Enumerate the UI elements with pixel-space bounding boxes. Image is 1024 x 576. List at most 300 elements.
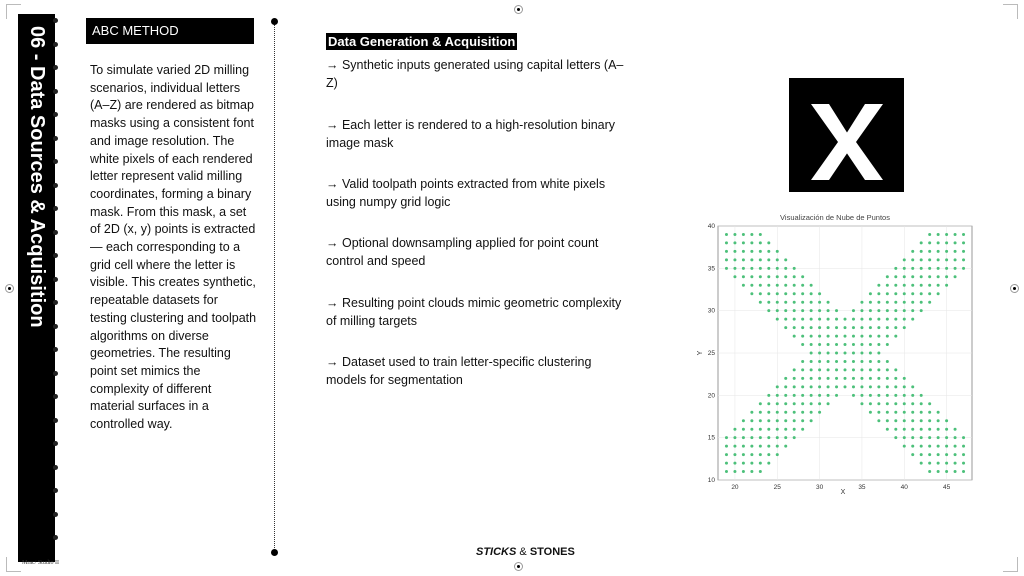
data-point xyxy=(894,326,897,329)
data-point xyxy=(911,301,914,304)
bullet-item: → Valid toolpath points extracted from white pixels using numpy grid logic xyxy=(326,177,606,209)
data-point xyxy=(818,377,821,380)
binding-dot xyxy=(53,324,58,329)
data-point xyxy=(903,292,906,295)
data-point xyxy=(869,318,872,321)
data-point xyxy=(869,352,872,355)
data-point xyxy=(844,318,847,321)
binding-dot xyxy=(53,277,58,282)
data-point xyxy=(776,309,779,312)
data-point xyxy=(903,275,906,278)
data-point xyxy=(767,275,770,278)
data-point xyxy=(810,411,813,414)
data-point xyxy=(818,411,821,414)
data-point xyxy=(733,453,736,456)
data-point xyxy=(767,462,770,465)
data-point xyxy=(869,368,872,371)
data-point xyxy=(801,419,804,422)
data-point xyxy=(937,445,940,448)
data-point xyxy=(928,419,931,422)
data-point xyxy=(928,453,931,456)
data-point xyxy=(835,318,838,321)
data-point xyxy=(801,360,804,363)
data-point xyxy=(818,292,821,295)
data-point xyxy=(937,258,940,261)
data-point xyxy=(877,335,880,338)
binding-dot xyxy=(53,535,58,540)
chart-title: Visualización de Nube de Puntos xyxy=(780,213,890,222)
data-point xyxy=(937,411,940,414)
data-point xyxy=(886,368,889,371)
data-point xyxy=(937,267,940,270)
data-point xyxy=(894,335,897,338)
data-point xyxy=(844,360,847,363)
data-point xyxy=(818,318,821,321)
data-point xyxy=(844,343,847,346)
data-point xyxy=(911,250,914,253)
data-point xyxy=(759,462,762,465)
data-point xyxy=(852,368,855,371)
data-point xyxy=(725,250,728,253)
data-point xyxy=(954,250,957,253)
data-point xyxy=(733,267,736,270)
data-point xyxy=(725,233,728,236)
data-point xyxy=(733,436,736,439)
data-point xyxy=(818,335,821,338)
binding-dot xyxy=(53,136,58,141)
data-point xyxy=(801,368,804,371)
data-point xyxy=(886,335,889,338)
data-point xyxy=(827,360,830,363)
chart-y-label: Y xyxy=(697,350,704,356)
data-point xyxy=(886,275,889,278)
data-point xyxy=(844,377,847,380)
data-point xyxy=(911,385,914,388)
x-tick-label: 45 xyxy=(942,484,951,491)
data-point xyxy=(945,275,948,278)
data-point xyxy=(937,275,940,278)
data-point xyxy=(784,318,787,321)
data-point xyxy=(784,428,787,431)
data-point xyxy=(886,428,889,431)
data-point xyxy=(742,428,745,431)
data-point xyxy=(793,267,796,270)
registration-mark-top xyxy=(514,5,523,14)
data-point xyxy=(945,233,948,236)
data-point xyxy=(945,470,948,473)
data-point xyxy=(962,258,965,261)
data-point xyxy=(860,318,863,321)
data-point xyxy=(784,385,787,388)
data-point xyxy=(945,419,948,422)
data-point xyxy=(801,428,804,431)
data-point xyxy=(810,394,813,397)
data-point xyxy=(894,368,897,371)
data-point xyxy=(894,411,897,414)
data-point xyxy=(945,453,948,456)
data-point xyxy=(793,394,796,397)
data-point xyxy=(852,352,855,355)
bullet-item: → Dataset used to train letter-specific clustering models for segmentation xyxy=(326,355,592,387)
data-point xyxy=(733,462,736,465)
data-point xyxy=(886,402,889,405)
data-point xyxy=(903,309,906,312)
binding-dot xyxy=(53,183,58,188)
data-point xyxy=(962,241,965,244)
data-point xyxy=(767,411,770,414)
data-point xyxy=(750,462,753,465)
data-point xyxy=(767,428,770,431)
spiral-binding xyxy=(53,18,59,558)
data-point xyxy=(801,275,804,278)
data-point xyxy=(801,394,804,397)
data-point xyxy=(894,377,897,380)
data-point xyxy=(733,275,736,278)
data-point xyxy=(793,411,796,414)
data-point xyxy=(894,402,897,405)
data-point xyxy=(877,301,880,304)
data-point xyxy=(911,436,914,439)
data-point xyxy=(911,275,914,278)
binding-dot xyxy=(53,89,58,94)
data-point xyxy=(767,402,770,405)
data-point xyxy=(886,309,889,312)
data-point xyxy=(920,411,923,414)
data-point xyxy=(903,436,906,439)
data-point xyxy=(954,428,957,431)
data-point xyxy=(733,445,736,448)
data-point xyxy=(784,267,787,270)
data-point xyxy=(818,402,821,405)
data-point xyxy=(767,284,770,287)
data-point xyxy=(750,241,753,244)
data-point xyxy=(801,411,804,414)
section-heading: Data Generation & Acquisition xyxy=(328,34,516,49)
data-point xyxy=(742,233,745,236)
data-point xyxy=(776,301,779,304)
data-point xyxy=(750,284,753,287)
data-point xyxy=(928,233,931,236)
data-point xyxy=(835,385,838,388)
data-point xyxy=(827,343,830,346)
data-point xyxy=(827,335,830,338)
data-point xyxy=(793,284,796,287)
data-point xyxy=(844,385,847,388)
data-point xyxy=(954,267,957,270)
data-point xyxy=(928,267,931,270)
binding-dot xyxy=(53,512,58,517)
data-point xyxy=(945,258,948,261)
binding-dot xyxy=(53,441,58,446)
data-point xyxy=(920,292,923,295)
data-point xyxy=(784,301,787,304)
data-point xyxy=(954,470,957,473)
data-point xyxy=(750,445,753,448)
data-point xyxy=(767,419,770,422)
data-point xyxy=(860,309,863,312)
binding-dot xyxy=(53,465,58,470)
data-point xyxy=(827,318,830,321)
data-point xyxy=(937,462,940,465)
binding-dot xyxy=(53,300,58,305)
data-point xyxy=(860,368,863,371)
data-point xyxy=(877,402,880,405)
data-point xyxy=(793,385,796,388)
binding-dot xyxy=(53,347,58,352)
data-point xyxy=(860,301,863,304)
bullet-item: → Each letter is rendered to a high-resolution binary image mask xyxy=(326,118,616,150)
data-point xyxy=(767,241,770,244)
data-point xyxy=(903,267,906,270)
data-point xyxy=(937,470,940,473)
data-point xyxy=(954,258,957,261)
data-point xyxy=(750,267,753,270)
data-point xyxy=(920,275,923,278)
data-point xyxy=(920,419,923,422)
data-point xyxy=(835,326,838,329)
data-point xyxy=(767,309,770,312)
data-point xyxy=(767,301,770,304)
data-point xyxy=(742,258,745,261)
data-point xyxy=(784,326,787,329)
data-point xyxy=(911,292,914,295)
data-point xyxy=(962,445,965,448)
data-point xyxy=(937,436,940,439)
data-point xyxy=(776,411,779,414)
binding-dot xyxy=(53,488,58,493)
data-point xyxy=(920,241,923,244)
data-point xyxy=(860,394,863,397)
data-point xyxy=(793,368,796,371)
data-point xyxy=(759,411,762,414)
data-point xyxy=(869,343,872,346)
data-point xyxy=(945,445,948,448)
data-point xyxy=(920,284,923,287)
data-point xyxy=(928,445,931,448)
data-point xyxy=(818,368,821,371)
y-tick-label: 30 xyxy=(707,307,715,315)
data-point xyxy=(835,377,838,380)
data-point xyxy=(759,419,762,422)
data-point xyxy=(903,284,906,287)
data-point xyxy=(776,394,779,397)
data-point xyxy=(759,428,762,431)
footer-studio-label: Mrac/ Studio II xyxy=(22,560,59,566)
data-point xyxy=(903,411,906,414)
data-point xyxy=(759,402,762,405)
data-point xyxy=(844,352,847,355)
data-point xyxy=(810,301,813,304)
data-point xyxy=(733,233,736,236)
data-point xyxy=(852,326,855,329)
data-point xyxy=(954,436,957,439)
data-point xyxy=(852,343,855,346)
data-point xyxy=(810,292,813,295)
data-point xyxy=(784,377,787,380)
point-cloud-chart xyxy=(690,210,980,500)
data-point xyxy=(928,301,931,304)
binding-dot xyxy=(53,371,58,376)
data-point xyxy=(937,428,940,431)
data-point xyxy=(954,453,957,456)
data-point xyxy=(945,428,948,431)
registration-mark-left xyxy=(5,284,14,293)
data-point xyxy=(886,343,889,346)
data-point xyxy=(869,326,872,329)
data-point xyxy=(903,419,906,422)
data-point xyxy=(810,309,813,312)
data-point xyxy=(801,335,804,338)
data-point xyxy=(920,428,923,431)
data-point xyxy=(894,267,897,270)
data-point xyxy=(860,326,863,329)
data-point xyxy=(767,436,770,439)
data-point xyxy=(810,368,813,371)
data-point xyxy=(954,241,957,244)
data-point xyxy=(733,241,736,244)
data-point xyxy=(801,318,804,321)
data-point xyxy=(784,436,787,439)
data-point xyxy=(920,462,923,465)
data-point xyxy=(742,445,745,448)
data-point xyxy=(903,445,906,448)
data-point xyxy=(886,419,889,422)
data-point xyxy=(869,394,872,397)
registration-mark-right xyxy=(1010,284,1019,293)
data-point xyxy=(877,326,880,329)
data-point xyxy=(793,318,796,321)
data-point xyxy=(742,436,745,439)
data-point xyxy=(852,360,855,363)
data-point xyxy=(784,394,787,397)
data-point xyxy=(937,419,940,422)
data-point xyxy=(945,436,948,439)
data-point xyxy=(835,343,838,346)
data-point xyxy=(827,301,830,304)
data-point xyxy=(877,385,880,388)
data-point xyxy=(860,343,863,346)
data-point xyxy=(869,292,872,295)
data-point xyxy=(962,233,965,236)
data-point xyxy=(742,419,745,422)
letter-mask-image xyxy=(789,78,904,192)
data-point xyxy=(750,258,753,261)
y-tick-label: 20 xyxy=(707,392,715,400)
data-point xyxy=(844,326,847,329)
data-point xyxy=(776,284,779,287)
data-point xyxy=(767,445,770,448)
data-point xyxy=(776,275,779,278)
data-point xyxy=(911,428,914,431)
data-point xyxy=(742,275,745,278)
data-point xyxy=(767,292,770,295)
binding-dot xyxy=(53,65,58,70)
corner-mark-bottom-right xyxy=(1003,557,1018,572)
data-point xyxy=(962,470,965,473)
data-point xyxy=(776,453,779,456)
binding-dot xyxy=(53,230,58,235)
data-point xyxy=(759,241,762,244)
data-point xyxy=(920,402,923,405)
data-point xyxy=(920,453,923,456)
data-point xyxy=(835,394,838,397)
data-point xyxy=(767,250,770,253)
data-point xyxy=(759,284,762,287)
data-point xyxy=(920,301,923,304)
data-point xyxy=(945,462,948,465)
data-point xyxy=(793,275,796,278)
data-point xyxy=(750,292,753,295)
data-point xyxy=(937,453,940,456)
data-point xyxy=(869,377,872,380)
column-divider xyxy=(274,22,275,552)
data-point xyxy=(784,309,787,312)
data-point xyxy=(818,309,821,312)
data-point xyxy=(835,368,838,371)
data-point xyxy=(869,402,872,405)
data-point xyxy=(810,419,813,422)
data-point xyxy=(903,258,906,261)
data-point xyxy=(886,326,889,329)
data-point xyxy=(869,360,872,363)
divider-top-dot xyxy=(271,18,278,25)
data-point xyxy=(725,453,728,456)
data-point xyxy=(869,309,872,312)
data-point xyxy=(776,445,779,448)
data-point xyxy=(877,284,880,287)
data-point xyxy=(894,419,897,422)
data-point xyxy=(928,411,931,414)
data-point xyxy=(928,436,931,439)
data-point xyxy=(928,462,931,465)
data-point xyxy=(928,284,931,287)
data-point xyxy=(767,394,770,397)
brand-wordmark xyxy=(476,546,575,558)
data-point xyxy=(725,462,728,465)
data-point xyxy=(784,284,787,287)
data-point xyxy=(759,292,762,295)
data-point xyxy=(818,360,821,363)
data-point xyxy=(810,318,813,321)
data-point xyxy=(818,326,821,329)
data-point xyxy=(945,284,948,287)
data-point xyxy=(810,402,813,405)
y-tick-label: 15 xyxy=(707,434,715,442)
bullet-item: → Resulting point clouds mimic geometric complexity of milling targets xyxy=(326,296,622,328)
data-point xyxy=(776,318,779,321)
data-point xyxy=(894,301,897,304)
data-point xyxy=(920,394,923,397)
data-point xyxy=(886,318,889,321)
data-point xyxy=(945,250,948,253)
data-point xyxy=(911,402,914,405)
data-point xyxy=(776,428,779,431)
data-point xyxy=(928,258,931,261)
data-point xyxy=(937,292,940,295)
data-point xyxy=(750,470,753,473)
data-point xyxy=(827,368,830,371)
data-point xyxy=(742,284,745,287)
data-point xyxy=(801,292,804,295)
x-tick-label: 35 xyxy=(858,484,866,491)
data-point xyxy=(759,233,762,236)
data-point xyxy=(860,385,863,388)
data-point xyxy=(962,267,965,270)
data-point xyxy=(793,335,796,338)
data-point xyxy=(793,377,796,380)
data-point xyxy=(750,250,753,253)
data-point xyxy=(937,233,940,236)
